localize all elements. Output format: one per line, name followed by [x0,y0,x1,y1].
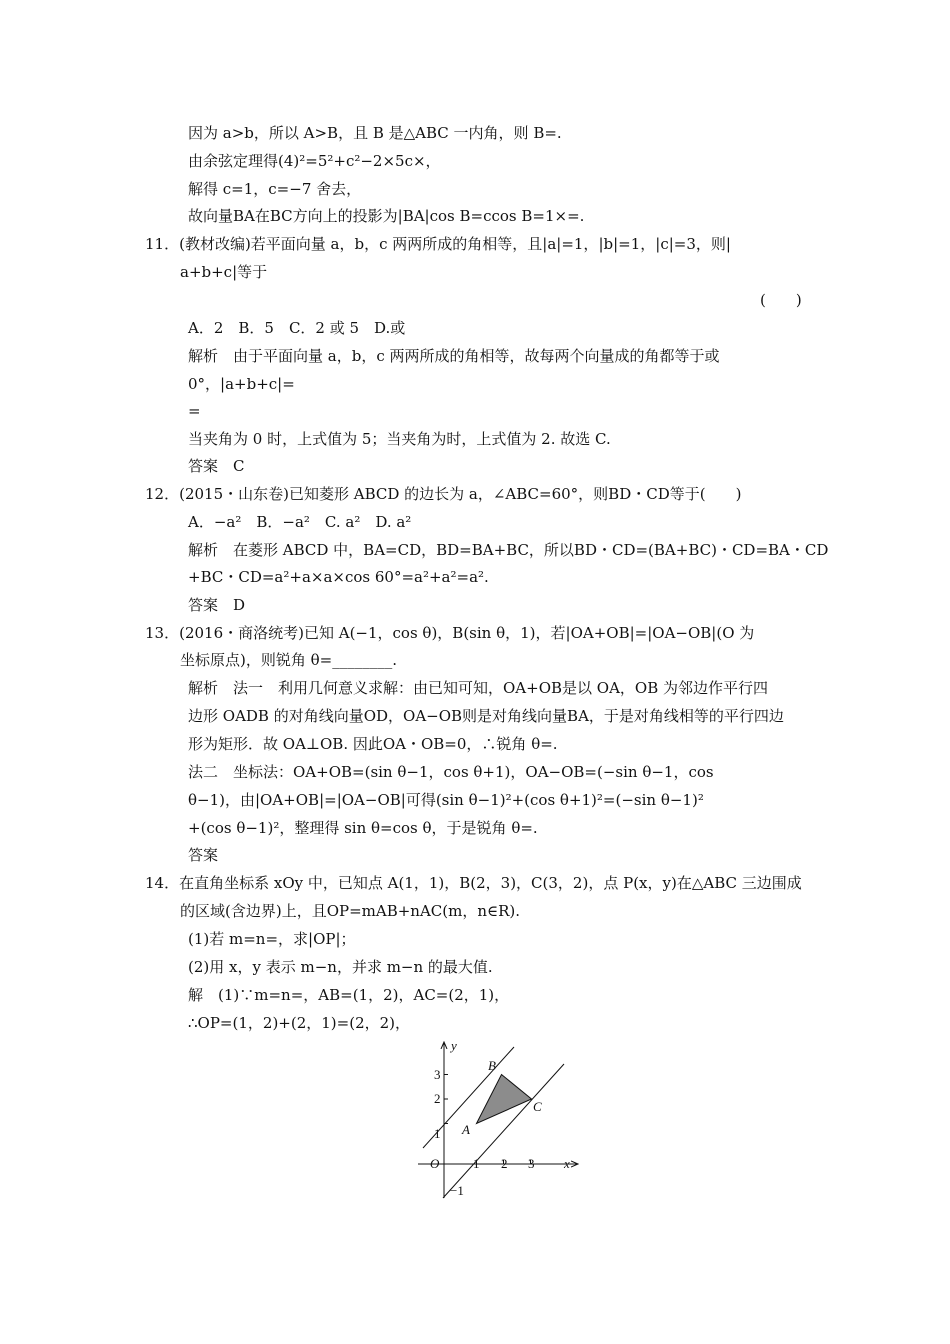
text-line: 法二 坐标法：OA+OB=(sin θ−1，cos θ+1)，OA−OB=(−sin θ−1，cos [188,763,714,781]
text-line: 解得 c=1，c=−7 舍去， [188,180,362,198]
choices-line: A．−a² B．−a² C. a² D. a² [188,513,412,531]
answer-line: 答案 D [188,596,246,614]
text-line: ∴OP=(1，2)+(2，1)=(2，2)， [188,1014,411,1032]
problem-12-line: 12．(2015・山东卷)已知菱形 ABCD 的边长为 a，∠ABC=60°，则BD・CD等于( ) [145,485,742,503]
text-line: 坐标原点)，则锐角 θ=________. [180,651,397,669]
text-line: 当夹角为 0 时，上式值为 5；当夹角为时，上式值为 2. 故选 C. [188,430,611,448]
triangle-abc [477,1075,532,1124]
y-tick-label: 1 [434,1126,441,1141]
text-line: a+b+c|等于 [180,263,268,281]
text-line: 因为 a>b，所以 A>B，且 B 是△ABC 一内角，则 B=. [188,124,562,142]
y-axis-label: y [451,1038,457,1053]
coordinate-graph [412,1038,584,1200]
y-tick-label: 3 [434,1067,441,1082]
text-line: = [188,402,201,420]
text-line: 由余弦定理得(4)²=5²+c²−2×5c×， [188,152,441,170]
text-line: 故向量BA在BC方向上的投影为|BA|cos B=ccos B=1×=. [188,207,585,225]
problem-13-line: 13．(2016・商洛统考)已知 A(−1，cos θ)，B(sin θ，1)，若|OA+OB|=|OA−OB|(O 为 [145,624,755,642]
y-tick-label: 2 [434,1091,441,1106]
neg-tick-label: −1 [450,1183,464,1198]
text-line: 边形 OADB 的对角线向量OD，OA−OB则是对角线向量BA，于是对角线相等的平行四边 [188,707,784,725]
vertex-b-label: B [488,1058,496,1073]
text-line: (2)用 x，y 表示 m−n，并求 m−n 的最大值. [188,958,493,976]
x-axis-label: x [564,1156,570,1171]
x-tick-label: 3 [528,1156,535,1171]
x-tick-label: 2 [501,1156,508,1171]
answer-line: 答案 [188,846,219,864]
vertex-a-label: A [462,1122,470,1137]
problem-11-line: 11．(教材改编)若平面向量 a，b，c 两两所成的角相等，且|a|=1，|b|=1，|c|=3，则| [145,235,731,253]
vertex-c-label: C [533,1099,542,1114]
analysis-line: 解析 法一 利用几何意义求解：由已知可知，OA+OB是以 OA，OB 为邻边作平行四 [188,679,769,697]
choices-line: A．2 B．5 C．2 或 5 D.或 [188,319,406,337]
text-line: +(cos θ−1)²，整理得 sin θ=cos θ，于是锐角 θ=. [188,819,538,837]
text-line: 形为矩形．故 OA⊥OB. 因此OA・OB=0，∴锐角 θ=. [188,735,558,753]
analysis-line: 解析 在菱形 ABCD 中，BA=CD，BD=BA+BC，所以BD・CD=(BA+BC)・CD=BA・CD [188,541,829,559]
text-line: 的区域(含边界)上，且OP=mAB+nAC(m，n∈R). [180,902,521,920]
text-line: (1)若 m=n=，求|OP|； [188,930,356,948]
answer-bracket: ( ) [760,291,802,309]
analysis-line: 解析 由于平面向量 a，b，c 两两所成的角相等，故每两个向量成的角都等于或 [188,347,720,365]
problem-14-line: 14．在直角坐标系 xOy 中，已知点 A(1，1)，B(2，3)，C(3，2)，点 P(x，y)在△ABC 三边围成 [145,874,802,892]
origin-label: O [430,1156,440,1171]
text-line: θ−1)，由|OA+OB|=|OA−OB|可得(sin θ−1)²+(cos θ+1)²=(−sin θ−1)² [188,791,704,809]
answer-line: 答案 C [188,457,245,475]
x-tick-label: 1 [473,1156,480,1171]
text-line: +BC・CD=a²+a×a×cos 60°=a²+a²=a². [188,568,489,586]
solution-line: 解 (1)∵m=n=，AB=(1，2)，AC=(2，1)， [188,986,510,1004]
text-line: 0°，|a+b+c|= [188,375,295,393]
